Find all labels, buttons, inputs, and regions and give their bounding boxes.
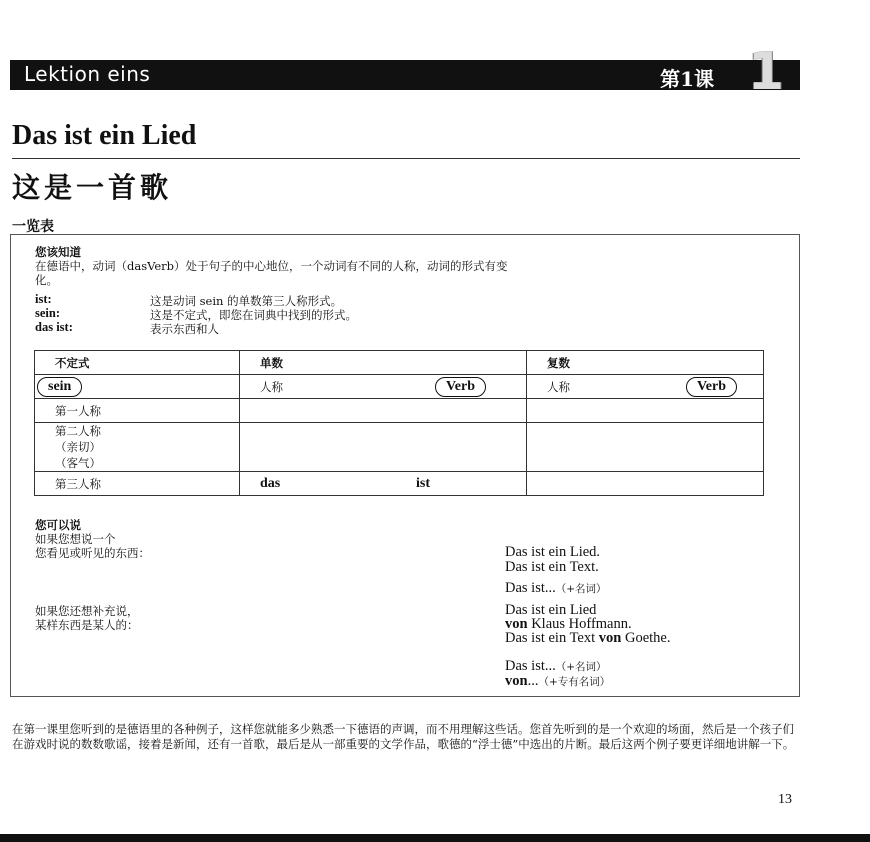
- example-6: [505, 631, 670, 646]
- oval-sein: sein: [37, 377, 82, 397]
- page-title-cn: 这是一首歌: [12, 171, 173, 204]
- example-text: Klaus Hoffmann.: [527, 616, 632, 632]
- lesson-name-cn: 第1课: [660, 67, 714, 91]
- row-label-line: 第二人称: [55, 424, 101, 438]
- lesson-name-de: Lektion eins: [24, 62, 151, 86]
- table-cell: [240, 423, 527, 472]
- definition-term: sein:: [35, 306, 60, 320]
- know-heading: 您该知道: [35, 245, 81, 259]
- say-1-line-2: 您看见或听见的东西：: [35, 546, 150, 560]
- word-von: von: [505, 673, 528, 689]
- oval-verb: Verb: [686, 377, 737, 397]
- example-text: Goethe.: [621, 630, 671, 646]
- lesson-header-bar: [10, 42, 800, 102]
- bottom-edge-bar: [0, 834, 870, 842]
- definition-text: 这是不定式，即您在词典中找到的形式。: [150, 308, 357, 322]
- can-say-heading: 您可以说: [35, 518, 81, 532]
- table-cell: [240, 472, 527, 496]
- definition-term: das ist:: [35, 320, 73, 334]
- cell-das: das: [260, 475, 281, 491]
- example-1: Das ist ein Lied.: [505, 544, 601, 560]
- say-1-line-1: 如果您想说一个: [35, 532, 116, 546]
- grammar-note: （+专有名词）: [538, 676, 611, 688]
- table-cell: [240, 399, 527, 423]
- table-cell-singular-header: [240, 375, 527, 399]
- table-row-label: 第一人称: [35, 399, 240, 423]
- page-title-de: Das ist ein Lied: [12, 120, 197, 151]
- table-cell-plural-header: [527, 375, 764, 399]
- table-header-plural: 复数: [527, 351, 764, 375]
- cell-ist: ist: [416, 476, 430, 491]
- word-von: von: [505, 616, 528, 632]
- say-2-line-1: 如果您还想补充说，: [35, 604, 139, 618]
- example-text: ...: [527, 673, 539, 689]
- know-text-line-1: 在德语中，动词（dasVerb）处于句子的中心地位，一个动词有不同的人称，动词的形式有变: [35, 259, 508, 273]
- grammar-note: （+名词）: [555, 661, 607, 673]
- intro-paragraph: 在第一课里您听到的是德语里的各种例子，这样您就能多少熟悉一下德语的声调，而不用理解这些话。您首先听到的是一个欢迎的场面，然后是一个孩子们在游戏时说的数数歌谣，接着是新闻，还有一首歌，最后是从一部重要的文学作品，歌德的“浮士德”中选出的片断。最后这两个例子要更详细地讲解一下。: [12, 722, 795, 751]
- table-row-label: 第三人称: [35, 472, 240, 496]
- definition-term: ist:: [35, 292, 52, 306]
- oval-verb: Verb: [435, 377, 486, 397]
- overview-label: 一览表: [12, 219, 54, 235]
- say-2-line-2: 某样东西是某人的：: [35, 618, 139, 632]
- row-label-line: （客气）: [55, 456, 101, 470]
- word-von: von: [598, 630, 622, 646]
- know-text-line-2: 化。: [35, 273, 58, 287]
- lesson-number-graphic: 1: [747, 42, 784, 102]
- table-header-infinitive: 不定式: [35, 351, 240, 375]
- table-cell: [527, 399, 764, 423]
- example-text: Das ist...: [505, 658, 556, 674]
- page-number: 13: [778, 792, 792, 807]
- table-header-singular: 单数: [240, 351, 527, 375]
- table-cell: [527, 472, 764, 496]
- example-8: [505, 674, 610, 690]
- table-cell: [527, 423, 764, 472]
- definition-text: 这是动词 sein 的单数第三人称形式。: [150, 294, 343, 308]
- grammar-note: （+名词）: [555, 583, 607, 595]
- table-cell-infinitive: [35, 375, 240, 399]
- example-3: [505, 581, 607, 597]
- title-divider: [12, 158, 800, 159]
- person-label: 人称: [260, 379, 283, 394]
- row-label-line: （亲切）: [55, 440, 101, 454]
- example-4: Das ist ein Lied: [505, 602, 597, 618]
- definition-text: 表示东西和人: [150, 322, 219, 336]
- conjugation-table: [34, 350, 764, 496]
- example-2: Das ist ein Text.: [505, 559, 599, 575]
- table-row-label: [35, 423, 240, 472]
- example-text: Das ist...: [505, 580, 556, 596]
- person-label: 人称: [547, 379, 570, 394]
- example-text: Das ist ein Text: [505, 630, 599, 646]
